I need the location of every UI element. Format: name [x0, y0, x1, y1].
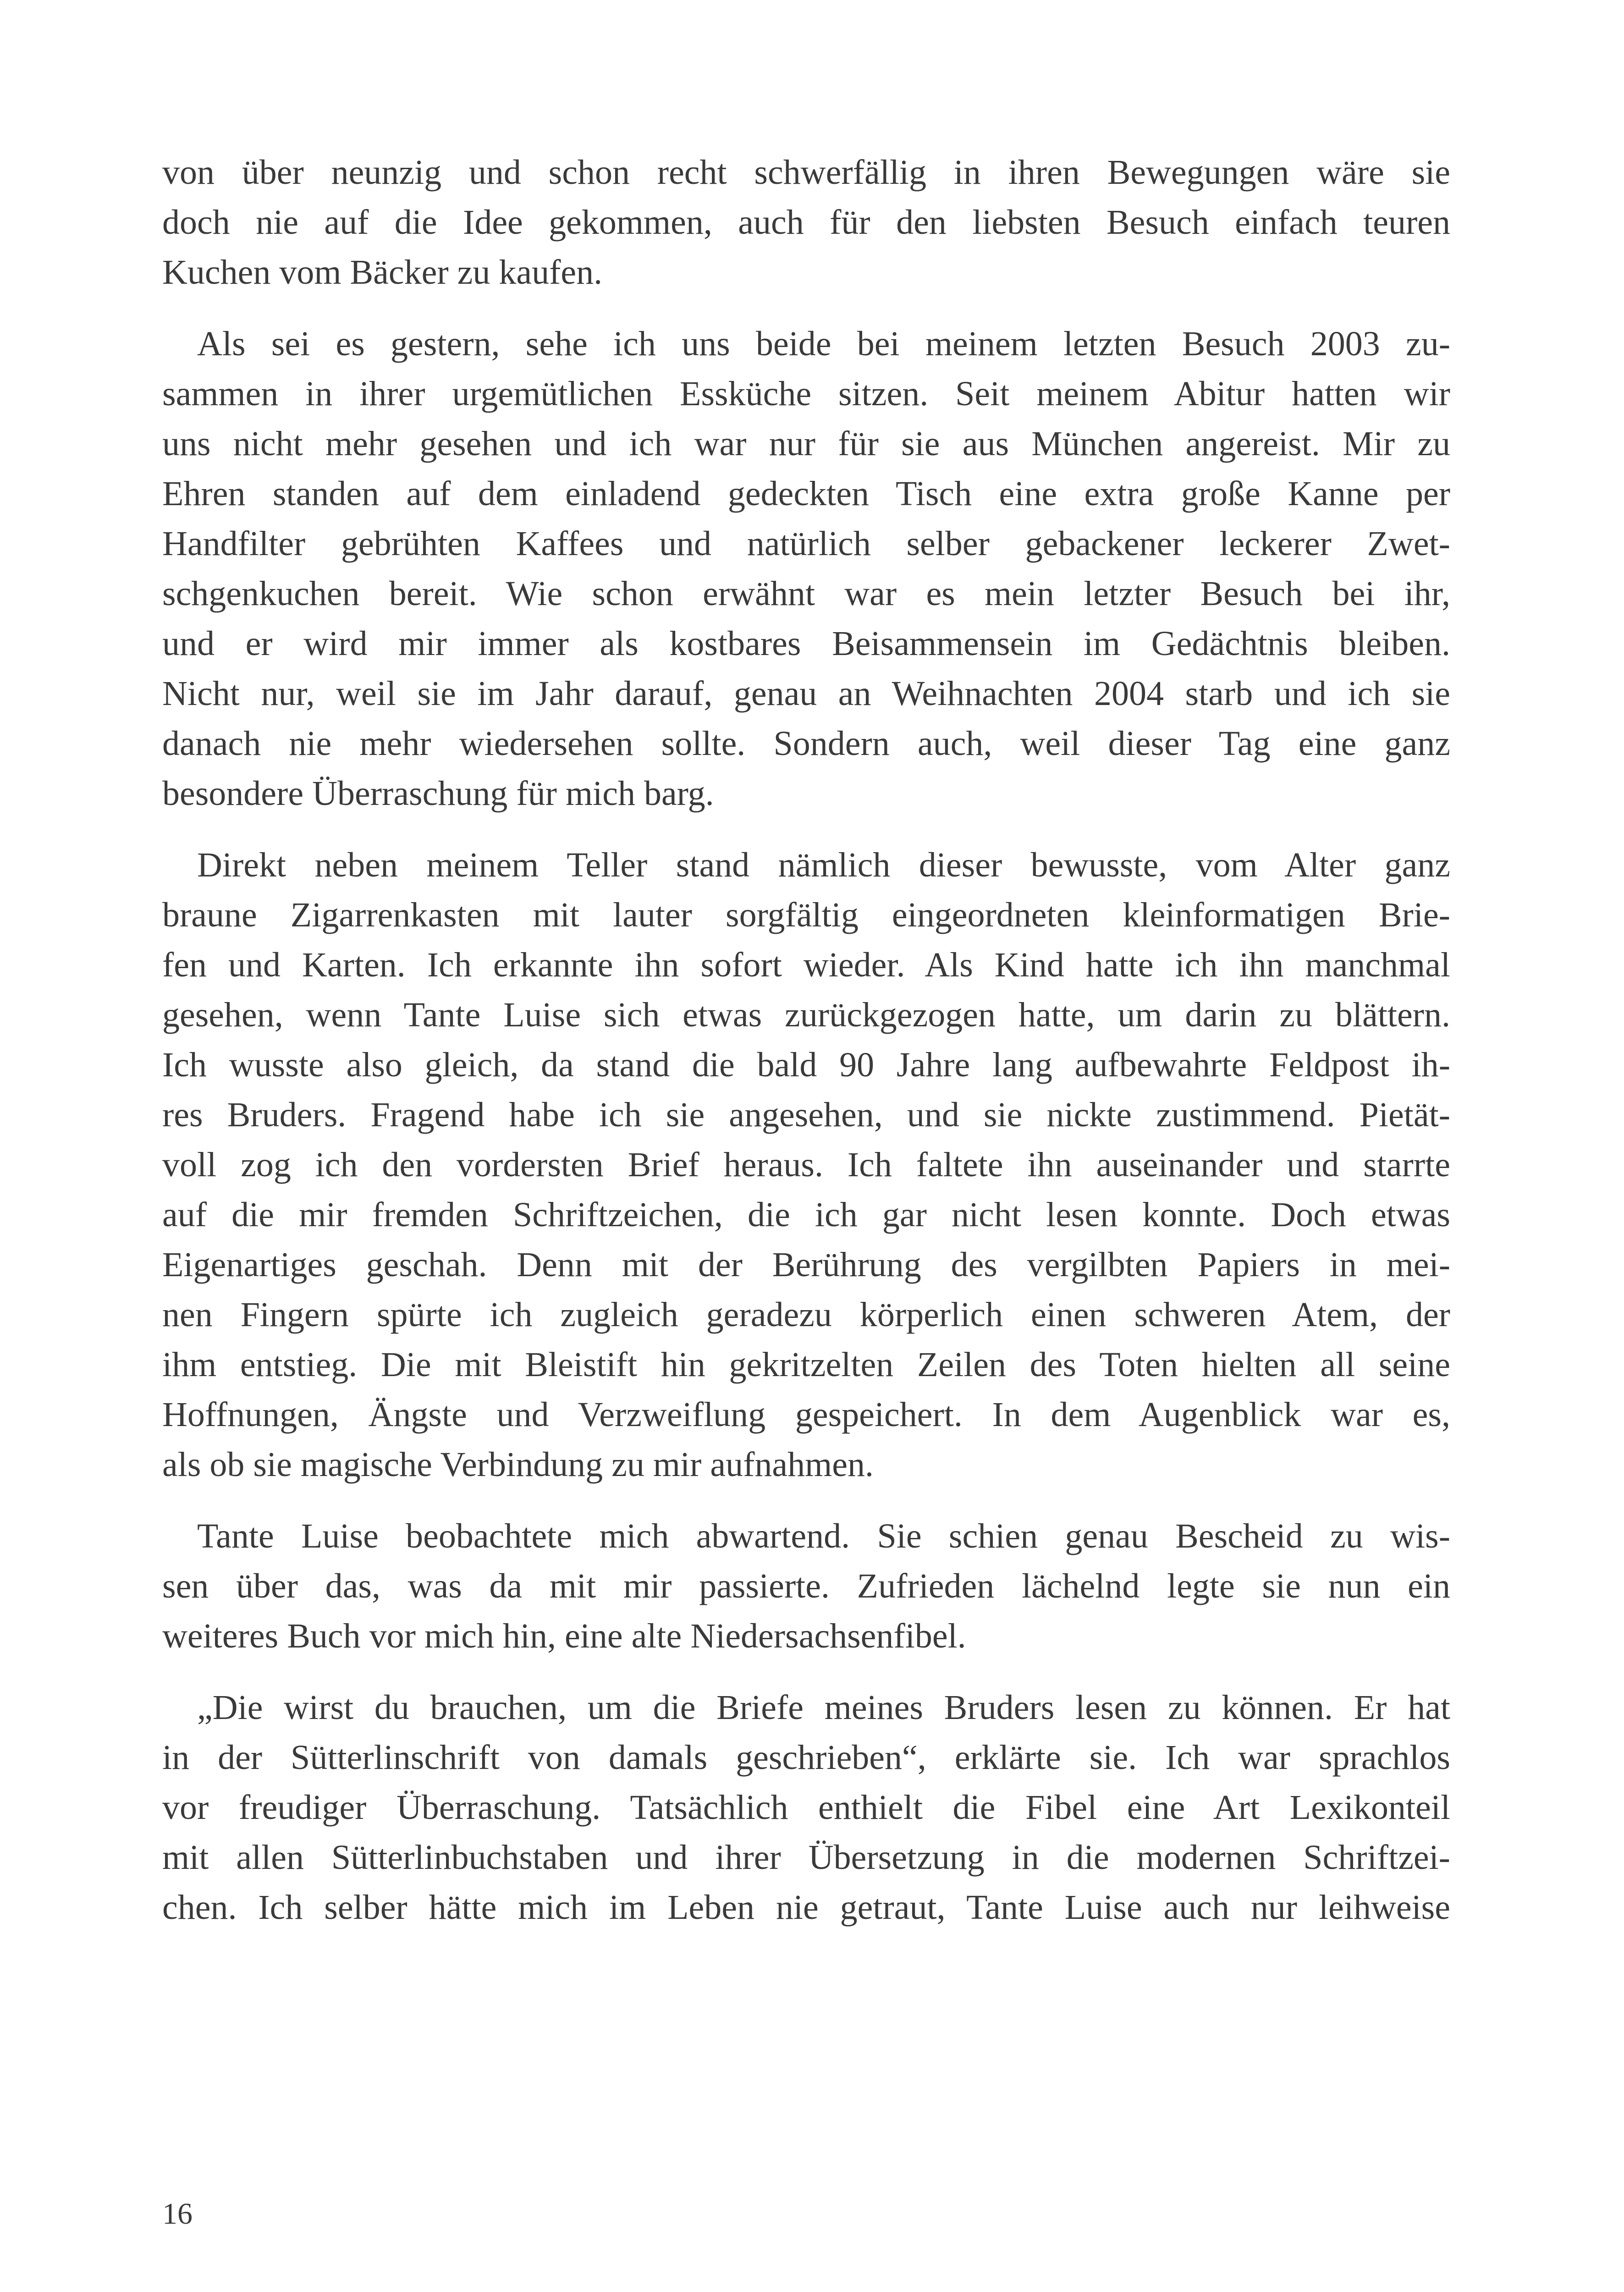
paragraph [162, 1683, 1450, 1933]
text-line: doch nie auf die Idee gekommen, auch für den liebsten Besuch einfach teuren [162, 203, 1450, 242]
text-line: chen. Ich selber hätte mich im Leben nie getraut, Tante Luise auch nur leihweise [162, 1888, 1450, 1927]
text-line: vor freudiger Überraschung. Tatsächlich enthielt die Fibel eine Art Lexikonteil [162, 1788, 1450, 1827]
text-line: uns nicht mehr gesehen und ich war nur für sie aus München angereist. Mir zu [162, 424, 1450, 463]
text-line: sen über das, was da mit mir passierte. Zufrieden lächelnd legte sie nun ein [162, 1567, 1450, 1605]
page-number: 16 [162, 2197, 193, 2231]
text-line: weiteres Buch vor mich hin, eine alte Niedersachsenfibel. [162, 1617, 966, 1655]
text-line: Nicht nur, weil sie im Jahr darauf, genau an Weihnachten 2004 starb und ich sie [162, 674, 1450, 713]
text-line: mit allen Sütterlinbuchstaben und ihrer Übersetzung in die modernen Schriftzei- [162, 1838, 1450, 1877]
text-line: Ich wusste also gleich, da stand die bald 90 Jahre lang aufbewahrte Feldpost ih- [162, 1046, 1450, 1084]
text-line: danach nie mehr wiedersehen sollte. Sondern auch, weil dieser Tag eine ganz [162, 724, 1450, 763]
text-line: und er wird mir immer als kostbares Beisammensein im Gedächtnis bleiben. [162, 624, 1450, 663]
text-line: sammen in ihrer urgemütlichen Essküche sitzen. Seit meinem Abitur hatten wir [162, 375, 1450, 413]
text-line: auf die mir fremden Schriftzeichen, die ich gar nicht lesen konnte. Doch etwas [162, 1196, 1450, 1234]
paragraph [162, 840, 1450, 1490]
paragraph [162, 1511, 1450, 1661]
text-line: besondere Überraschung für mich barg. [162, 774, 714, 813]
text-line: braune Zigarrenkasten mit lauter sorgfältig eingeordneten kleinformatigen Brie- [162, 896, 1450, 934]
body-text [162, 148, 1450, 1954]
text-line: Handfilter gebrühten Kaffees und natürlich selber gebackener leckerer Zwet- [162, 524, 1450, 563]
paragraph [162, 319, 1450, 819]
text-line: Tante Luise beobachtete mich abwartend. Sie schien genau Bescheid zu wis- [197, 1517, 1450, 1555]
text-line: Hoffnungen, Ängste und Verzweiflung gespeichert. In dem Augenblick war es, [162, 1395, 1450, 1434]
text-line: Als sei es gestern, sehe ich uns beide bei meinem letzten Besuch 2003 zu- [197, 325, 1450, 363]
text-line: Direkt neben meinem Teller stand nämlich dieser bewusste, vom Alter ganz [197, 846, 1450, 884]
text-line: in der Sütterlinschrift von damals geschrieben“, erklärte sie. Ich war sprachlos [162, 1738, 1450, 1777]
paragraph [162, 148, 1450, 298]
text-line: nen Fingern spürte ich zugleich geradezu körperlich einen schweren Atem, der [162, 1295, 1450, 1334]
text-line: res Bruders. Fragend habe ich sie angesehen, und sie nickte zustimmend. Pietät- [162, 1096, 1450, 1134]
text-line: als ob sie magische Verbindung zu mir aufnahmen. [162, 1445, 874, 1484]
text-line: schgenkuchen bereit. Wie schon erwähnt war es mein letzter Besuch bei ihr, [162, 574, 1450, 613]
text-line: fen und Karten. Ich erkannte ihn sofort wieder. Als Kind hatte ich ihn manchmal [162, 946, 1450, 984]
text-line: voll zog ich den vordersten Brief heraus. Ich faltete ihn auseinander und starrte [162, 1146, 1450, 1184]
text-line: von über neunzig und schon recht schwerfällig in ihren Bewegungen wäre sie [162, 153, 1450, 192]
text-line: gesehen, wenn Tante Luise sich etwas zurückgezogen hatte, um darin zu blättern. [162, 996, 1450, 1034]
text-line: Kuchen vom Bäcker zu kaufen. [162, 253, 603, 292]
text-line: ihm entstieg. Die mit Bleistift hin gekritzelten Zeilen des Toten hielten all seine [162, 1345, 1450, 1384]
text-line: Ehren standen auf dem einladend gedeckten Tisch eine extra große Kanne per [162, 474, 1450, 513]
text-line: Eigenartiges geschah. Denn mit der Berührung des vergilbten Papiers in mei- [162, 1245, 1450, 1284]
text-line: „Die wirst du brauchen, um die Briefe meines Bruders lesen zu können. Er hat [197, 1688, 1450, 1727]
